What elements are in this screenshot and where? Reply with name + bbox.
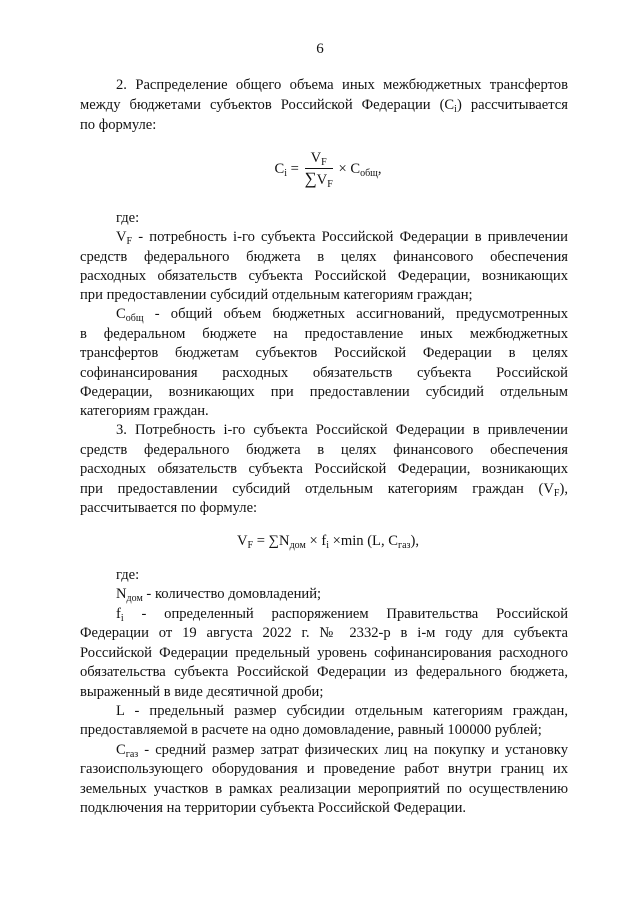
cobsh-def-line-3: трансфертов бюджетам субъектов Российской Федерации в целях — [80, 345, 568, 361]
paragraph-3-line-2: средств федерального бюджета в целях финансового обеспечения — [80, 442, 568, 458]
l-def-line-2: предоставляемой в расчете на одно домовладение, равный 100000 рублей; — [80, 722, 542, 738]
cgaz-def-line-4: подключения на территории субъекта Российской Федерации. — [80, 800, 467, 816]
cgaz-def-line-1: $C_{газ}$ - средний размер затрат физических лиц на покупку и установку — [116, 742, 568, 760]
fi-def-line-4: обязательства субъекта Российской Федерации из федерального бюджета, — [80, 664, 568, 680]
paragraph-3-line-5: рассчитывается по формуле: — [80, 500, 258, 516]
cobsh-def-line-5: Федерации, возникающих при предоставлении субсидий отдельным — [80, 384, 568, 400]
cobsh-def-line-4: софинансирования расходных обязательств субъекта Российской — [80, 365, 568, 381]
fi-def-line-5: выраженный в виде десятичной дроби; — [80, 684, 324, 700]
cobsh-def-line-6: категориям граждан. — [80, 403, 209, 419]
paragraph-3-line-1: 3. Потребность i-го субъекта Российской Федерации в привлечении — [116, 422, 568, 438]
l-def-line-1: L - предельный размер субсидии отдельным категориям граждан, — [116, 703, 568, 719]
cgaz-def-line-2: газоиспользующего оборудования и проведение работ внутри границ их — [80, 761, 568, 777]
paragraph-2-line-3: по формуле: — [80, 117, 157, 133]
page-number: 6 — [316, 41, 324, 57]
formula-fraction: $\frac{V_F}{\sum V_F}$ — [304, 150, 333, 190]
paragraph-2-line-1: 2. Распределение общего объема иных межбюджетных трансфертов — [116, 77, 568, 93]
cobsh-def-line-2: в федеральном бюджете на предоставление иных межбюджетных — [80, 326, 568, 342]
paragraph-3-line-3: расходных обязательств субъекта Российской Федерации, возникающих — [80, 461, 568, 477]
fi-def-line-3: Российской Федерации предельный уровень софинансирования расходного — [80, 645, 568, 661]
fi-def-line-1: $f_i$ - определенный распоряжением Правительства Российской — [116, 606, 568, 624]
formula-ci: $C_i$ = $\frac{V_F}{\sum V_F}$ × $C_{общ}$, — [274, 150, 382, 190]
vf-def-line-1: $V_F$ - потребность i-го субъекта Российской Федерации в привлечении — [116, 229, 568, 247]
vf-def-line-4: при предоставлении субсидий отдельным категориям граждан; — [80, 287, 473, 303]
vf-def-line-3: расходных обязательств субъекта Российской Федерации, возникающих — [80, 268, 568, 284]
fi-def-line-2: Федерации от 19 августа 2022 г. № 2332-р в i-м году для субъекта — [80, 625, 568, 641]
ndom-def: $N_{дом}$ - количество домовладений; — [116, 586, 322, 604]
where-label-2: где: — [116, 567, 140, 583]
cobsh-def-line-1: $C_{общ}$ - общий объем бюджетных ассигнований, предусмотренных — [116, 306, 568, 324]
paragraph-2-line-2: между бюджетами субъектов Российской Федерации $(C_i)$ рассчитывается — [80, 97, 568, 115]
formula-vf: $V_F = \sum N_{дом} \times f_i \times\min$ (L, $C_{газ}$), — [236, 533, 420, 551]
paragraph-3-line-4: при предоставлении субсидий отдельным категориям граждан $(V_F)$, — [80, 481, 568, 499]
cgaz-def-line-3: земельных участков в рамках реализации мероприятий по осуществлению — [80, 781, 568, 797]
where-label-1: где: — [116, 210, 140, 226]
vf-def-line-2: средств федерального бюджета в целях финансового обеспечения — [80, 249, 568, 265]
